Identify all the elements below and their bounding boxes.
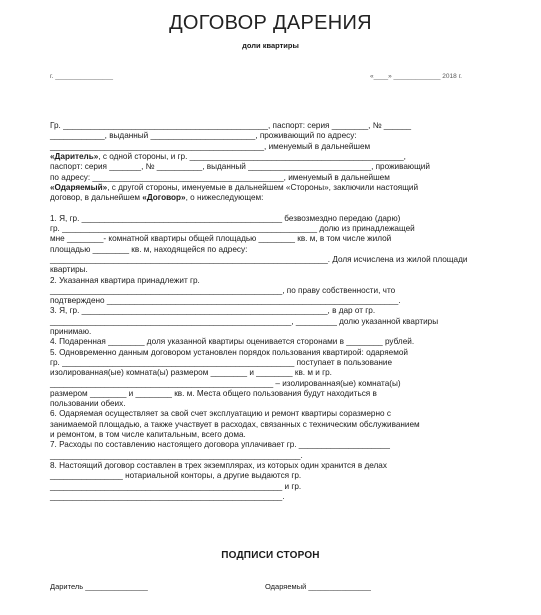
contract-line: 3. Я, гр. ______________________________________________________, в дар от гр. <box>50 306 376 316</box>
contract-line: паспорт: серия _______, № __________, выданный ___________________________, проживающий <box>50 162 430 172</box>
contract-line: _______________________________________________________. <box>50 450 303 460</box>
signatures-title: ПОДПИСИ СТОРОН <box>221 550 320 561</box>
contract-line: 4. Подаренная ________ доля указанной квартиры оценивается сторонами в ________ рублей. <box>50 337 415 347</box>
contract-line: Гр. _____________________________________________, паспорт: серия ________, № ______ <box>50 121 412 130</box>
contract-line: занимаемой площадью, а также участвует в расходах, связанных с техническим обслуживанием <box>50 419 420 429</box>
contract-line: изолированная(ые) комната(ы) размером ________ и ________ кв. м и гр. <box>50 368 332 378</box>
contract-line: _________________________________________________ – изолированная(ые) комната(ы) <box>50 378 401 388</box>
document-subtitle: доли квартиры <box>242 41 299 50</box>
contract-line: «Одаряемый», с другой стороны, именуемые в дальнейшем «Стороны», заключили настоящий <box>50 182 419 192</box>
contract-line: гр. ________________________________________________________ долю из принадлежащей <box>50 224 415 233</box>
contract-line: принимаю. <box>50 327 92 336</box>
contract-line: _____________________________________________________________. Доля исчислена из жилой площади <box>50 254 468 264</box>
place-field: г. ________________ <box>50 73 114 80</box>
contract-line: 7. Расходы по составлению настоящего договора уплачивает гр. ____________________ <box>50 440 390 450</box>
signature-recipient: Одаряемый _______________ <box>265 582 371 591</box>
contract-line: квартиры. <box>50 265 88 275</box>
contract-line: размером ________ и ________ кв. м. Места общего пользования будут находиться в <box>50 388 377 398</box>
contract-line: 5. Одновременно данным договором установлен порядок пользования квартирой: одаряемой <box>50 347 408 357</box>
date-field: «____» _____________ 2018 г. <box>370 73 462 80</box>
document-title: ДОГОВОР ДАРЕНИЯ <box>169 12 372 34</box>
contract-line: и ремонтом, в том числе капитальным, всего дома. <box>50 430 246 439</box>
contract-line: договор, в дальнейшем «Договор», о нижеследующем: <box>50 193 264 203</box>
contract-line: гр. ___________________________________________________ поступает в пользование <box>50 357 393 367</box>
contract-line: ________________ нотариальной конторы, а другие выдаются гр. <box>50 471 302 481</box>
contract-line: подтверждено ________________________________________________________________. <box>50 296 401 306</box>
contract-line: ___________________________________________________ и гр. <box>50 481 302 491</box>
contract-line: по адресу: __________________________________________, именуемый в дальнейшем <box>50 172 390 182</box>
contract-line: _______________________________________________, именуемый в дальнейшем <box>50 141 371 151</box>
contract-line: пользовании обеих. <box>50 399 126 409</box>
contract-line: мне ________- комнатной квартиры общей площадью ________ кв. м, в том числе жилой <box>50 234 392 244</box>
contract-line: _____________________________________________________, _________ долю указанной квартиры <box>50 316 439 326</box>
contract-line: площадью ________ кв. м, находящейся по адресу: <box>50 244 248 254</box>
contract-line: 2. Указанная квартира принадлежит гр. <box>50 275 200 285</box>
contract-line: «Даритель», с одной стороны, и гр. _______________________________________________, <box>50 151 406 161</box>
contract-line: ___________________________________________________, по праву собственности, что <box>50 285 396 295</box>
contract-line: ____________, выданный _______________________, проживающий по адресу: <box>50 131 357 141</box>
contract-line: 1. Я, гр. ____________________________________________ безвозмездно передаю (дарю) <box>50 213 401 223</box>
contract-line: 6. Одаряемая осуществляет за свой счет эксплуатацию и ремонт квартиры соразмерно с <box>50 409 391 419</box>
signature-donor: Даритель _______________ <box>50 582 148 591</box>
contract-line: ___________________________________________________. <box>50 491 285 501</box>
contract-line: 8. Настоящий договор составлен в трех экземплярах, из которых один хранится в делах <box>50 460 387 470</box>
